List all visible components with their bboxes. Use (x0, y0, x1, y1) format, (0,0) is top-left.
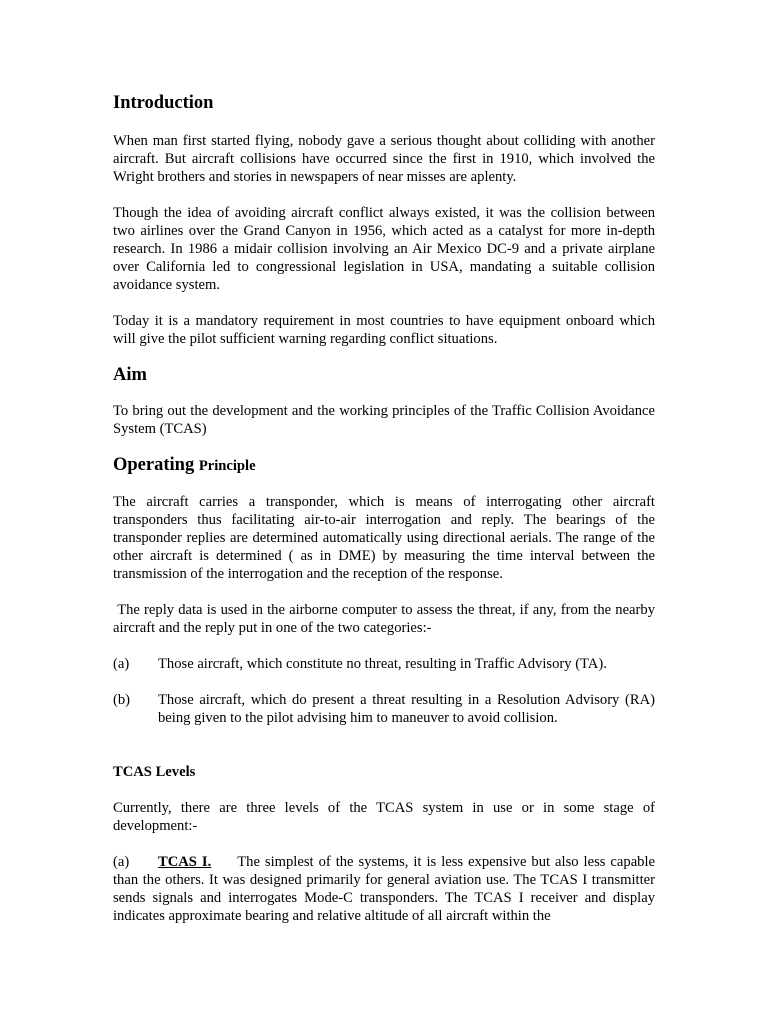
operating-heading-small: Principle (198, 458, 256, 474)
list-item-text: Those aircraft, which do present a threat resulting in a Resolution Advisory (RA) being given to the pilot advising him to maneuver to avoid collision. (158, 692, 655, 726)
list-item-text: Those aircraft, which constitute no threat, resulting in Traffic Advisory (TA). (158, 656, 607, 672)
operating-principle-heading (113, 454, 655, 477)
list-item-label: (b) (113, 692, 131, 708)
introduction-paragraph-1: When man first started flying, nobody gave a serious thought about colliding with another aircraft. But aircraft collisions have occurred since the first in 1910, which involved the Wright brothers and stories in newspapers of near misses are aplenty. (113, 133, 655, 185)
list-item-label: (a) (113, 656, 130, 672)
tcas-levels-paragraph: Currently, there are three levels of the TCAS system in use or in some stage of development:- (113, 800, 655, 834)
operating-heading-main: Operating (113, 455, 195, 475)
list-item (113, 655, 655, 673)
tcas-i-term: TCAS I. (158, 854, 212, 870)
aim-heading: Aim (113, 365, 147, 385)
tcas-i-paragraph (113, 853, 655, 925)
introduction-heading: Introduction (113, 93, 214, 113)
aim-paragraph: To bring out the development and the working principles of the Traffic Collision Avoidance System (TCAS) (113, 403, 655, 437)
list-item (113, 691, 655, 727)
introduction-paragraph-3: Today it is a mandatory requirement in most countries to have equipment onboard which will give the pilot sufficient warning regarding conflict situations. (113, 313, 655, 347)
tcas-levels-heading: TCAS Levels (113, 764, 196, 780)
tcas-i-text: The simplest of the systems, it is less expensive but also less capable than the others. It was designed primarily for general aviation use. The TCAS I transmitter sends signals and interrogates Mode-C transponders. The TCAS I receiver and display indicates approximate bearing and relative altitude of all aircraft within the (113, 854, 655, 924)
introduction-paragraph-2: Though the idea of avoiding aircraft conflict always existed, it was the collision between two airlines over the Grand Canyon in 1956, which acted as a catalyst for more in-depth research. In 1986 a midair collision involving an Air Mexico DC-9 and a private airplane over California led to congressional legislation in USA, mandating a suitable collision avoidance system. (113, 205, 655, 293)
operating-paragraph-1: The aircraft carries a transponder, which is means of interrogating other aircraft transponders thus facilitating air-to-air interrogation and reply. The bearings of the transponder replies are determined automatically using directional aerials. The range of the other aircraft is determined ( as in DME) by measuring the time interval between the transmission of the interrogation and the reception of the response. (113, 494, 655, 582)
tcas-i-label: (a) (113, 854, 130, 870)
operating-paragraph-2: The reply data is used in the airborne computer to assess the threat, if any, from the nearby aircraft and the reply put in one of the two categories:- (113, 602, 659, 636)
document-body (113, 92, 659, 925)
